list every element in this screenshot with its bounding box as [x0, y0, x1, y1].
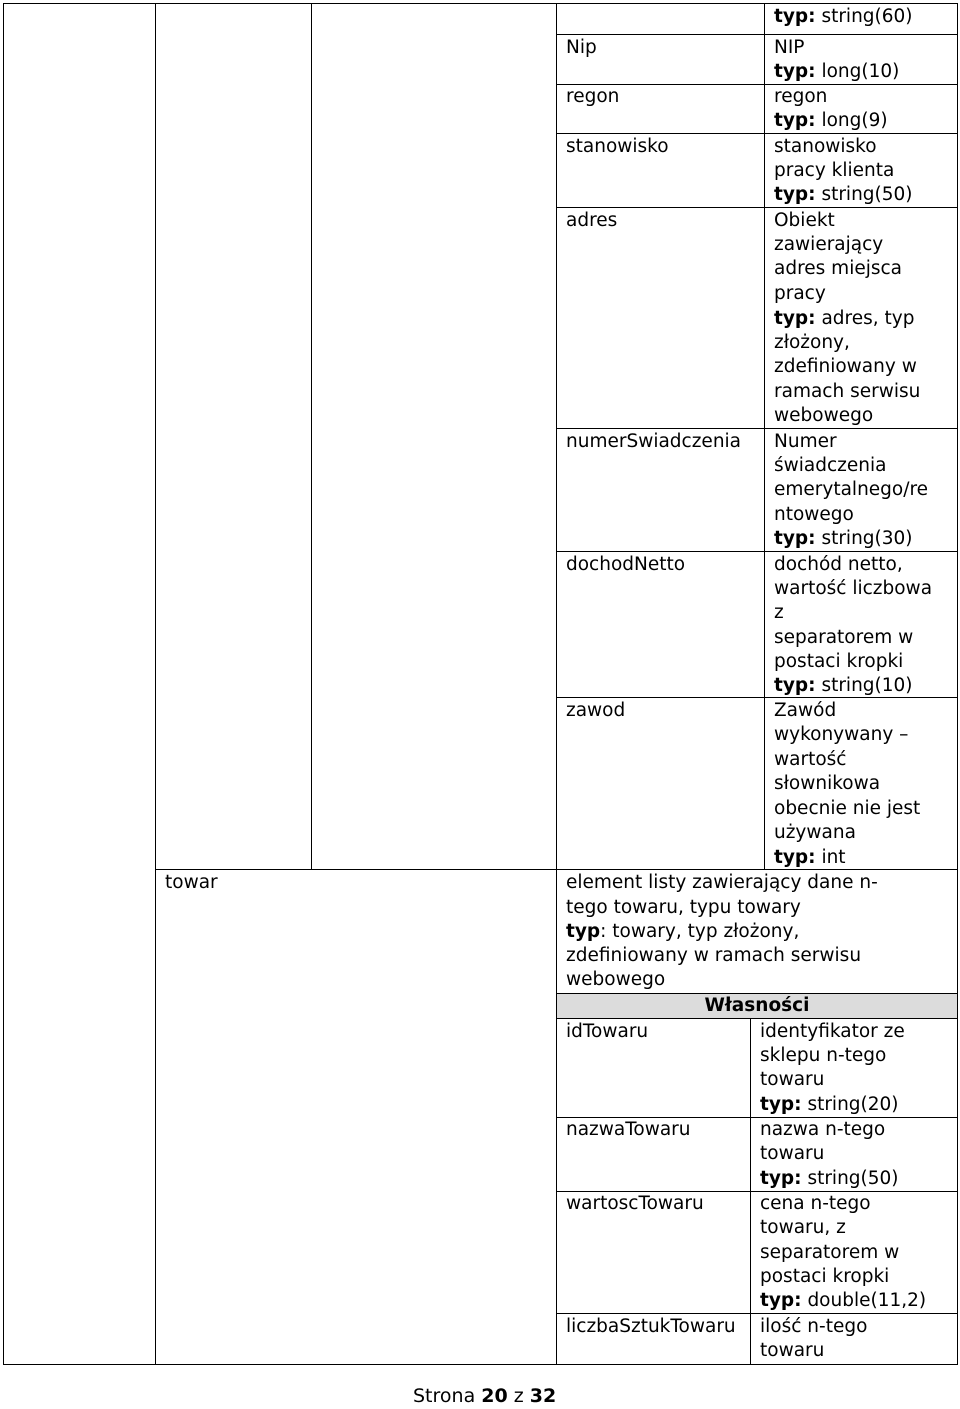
towar-desc: webowego [566, 969, 666, 990]
typ-value: string(10) [821, 675, 913, 696]
towar-desc: tego towaru, typu towary [566, 897, 801, 918]
towar-typ-line [566, 920, 799, 945]
prop-desc: sklepu n-tego [760, 1045, 887, 1066]
field-desc: webowego [774, 405, 874, 426]
typ-line [774, 527, 913, 552]
field-desc: Zawód [774, 700, 837, 721]
field-name: stanowisko [566, 136, 669, 157]
outer-top-border [3, 3, 958, 4]
typ-value: : towary, typ złożony, [600, 921, 800, 942]
prop-field-name: idTowaru [566, 1021, 649, 1042]
field-desc: regon [774, 86, 828, 107]
field-desc: dochód netto, [774, 554, 903, 575]
prop-desc: towaru [760, 1143, 825, 1164]
typ-label: typ: [760, 1094, 802, 1115]
typ-value: int [821, 847, 846, 868]
typ-line [774, 60, 899, 85]
typ-line [760, 1289, 926, 1314]
field-desc: stanowisko [774, 136, 877, 157]
field-name: dochodNetto [566, 554, 686, 575]
typ-value: string(30) [821, 528, 913, 549]
typ-label: typ: [774, 110, 816, 131]
typ-label: typ: [774, 184, 816, 205]
prop-field-name: wartoscTowaru [566, 1193, 704, 1214]
typ-label: typ: [774, 61, 816, 82]
field-desc: Numer [774, 431, 837, 452]
typ-value: double(11,2) [807, 1290, 927, 1311]
field-desc: ntowego [774, 504, 854, 525]
field-desc: pracy [774, 283, 826, 304]
typ-line [760, 1093, 899, 1118]
inner-row-line [556, 133, 958, 134]
footer-prefix: Strona [413, 1385, 476, 1407]
typ-label: typ: [774, 847, 816, 868]
page-total: 32 [529, 1385, 557, 1407]
towar-field-name: towar [165, 872, 218, 893]
typ-label: typ: [774, 528, 816, 549]
typ-label: typ: [774, 6, 816, 27]
field-desc: zdefiniowany w [774, 356, 917, 377]
outer-bottom-border [3, 1364, 958, 1365]
typ-value: adres, typ [821, 308, 915, 329]
field-name: numerSwiadczenia [566, 431, 742, 452]
field-desc: postaci kropki [774, 651, 904, 672]
typ-label: typ [566, 921, 601, 942]
outer-col2-border [311, 3, 312, 869]
field-desc: emerytalnego/re [774, 479, 929, 500]
typ-label: typ: [760, 1290, 802, 1311]
typ-line [774, 109, 888, 134]
typ-value: string(20) [807, 1094, 899, 1115]
field-name: Nip [566, 37, 597, 58]
prop-desc: separatorem w [760, 1242, 900, 1263]
field-desc: NIP [774, 37, 805, 58]
field-desc: wartość [774, 749, 847, 770]
typ-line [774, 183, 913, 208]
prop-desc: identyfikator ze [760, 1021, 905, 1042]
field-desc: zawierający [774, 234, 884, 255]
prop-field-name: liczbaSztukTowaru [566, 1316, 736, 1337]
field-desc: wartość liczbowa [774, 578, 933, 599]
field-desc: pracy klienta [774, 160, 895, 181]
typ-value: string(50) [807, 1168, 899, 1189]
typ-label: typ: [774, 675, 816, 696]
field-desc: adres miejsca [774, 258, 903, 279]
prop-desc: towaru [760, 1069, 825, 1090]
properties-header: Własności [704, 995, 810, 1016]
towar-desc: zdefiniowany w ramach serwisu [566, 945, 862, 966]
footer-of: z [513, 1385, 524, 1407]
field-desc: złożony, [774, 332, 850, 353]
field-desc: słownikowa [774, 773, 881, 794]
typ-line [774, 674, 913, 699]
field-desc: Obiekt [774, 210, 835, 231]
field-desc: z [774, 602, 784, 623]
typ-line [774, 307, 914, 332]
prop-desc: ilość n-tego [760, 1316, 868, 1337]
prop-desc: cena n-tego [760, 1193, 871, 1214]
prop-desc: towaru [760, 1340, 825, 1361]
field-desc: obecnie nie jest [774, 798, 921, 819]
field-name: adres [566, 210, 618, 231]
typ-line [774, 5, 913, 30]
typ-line [760, 1167, 899, 1192]
inner-row-line [556, 428, 958, 429]
prop-desc: towaru, z [760, 1217, 846, 1238]
prop-field-name: nazwaTowaru [566, 1119, 691, 1140]
towar-desc: element listy zawierający dane n- [566, 872, 878, 893]
outer-left-border [3, 3, 4, 1365]
typ-label: typ: [760, 1168, 802, 1189]
typ-label: typ: [774, 308, 816, 329]
field-desc: ramach serwisu [774, 381, 921, 402]
inner-row-line [556, 34, 958, 35]
typ-line [774, 846, 846, 871]
prop-desc: postaci kropki [760, 1266, 890, 1287]
field-desc: świadczenia [774, 455, 887, 476]
typ-value: string(50) [821, 184, 913, 205]
field-desc: separatorem w [774, 627, 914, 648]
field-name: zawod [566, 700, 626, 721]
page-number: 20 [481, 1385, 508, 1407]
outer-col1-border [155, 3, 156, 1365]
typ-value: string(60) [821, 6, 913, 27]
prop-desc: nazwa n-tego [760, 1119, 886, 1140]
field-desc: wykonywany – [774, 724, 909, 745]
field-desc: używana [774, 822, 856, 843]
typ-value: long(10) [821, 61, 900, 82]
typ-value: long(9) [821, 110, 888, 131]
field-name: regon [566, 86, 620, 107]
